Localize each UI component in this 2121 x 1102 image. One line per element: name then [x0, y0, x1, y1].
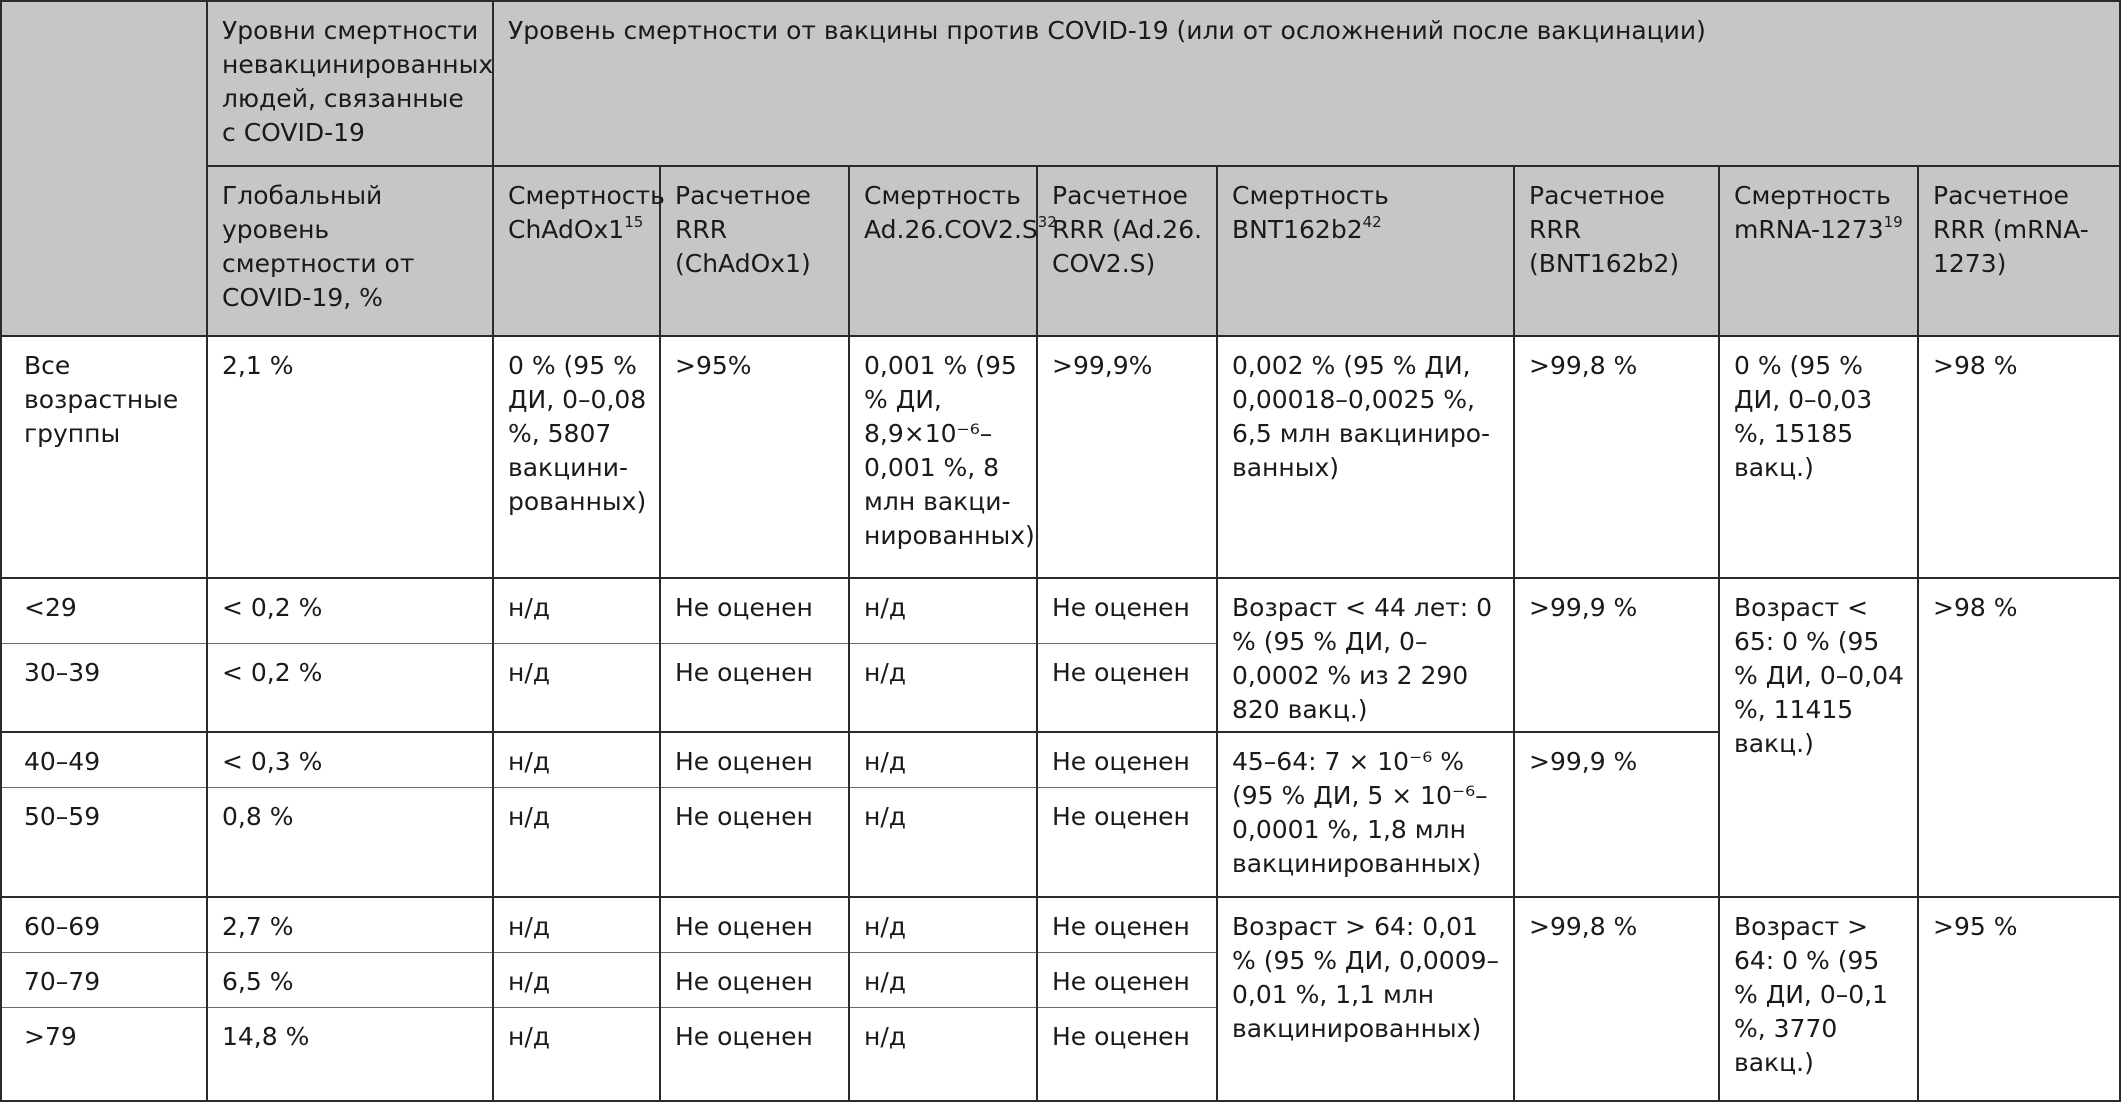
- header-row-2: [1, 166, 2120, 336]
- mrna-rrr-cell: >98 %: [1918, 336, 2120, 578]
- chadox1-rrr-cell: Не оценен: [660, 952, 849, 1007]
- chadox1-mortality-cell: н/д: [493, 1007, 660, 1101]
- global-mortality-cell: 2,1 %: [207, 336, 493, 578]
- header-mrna-rrr: Расчетное RRR (mRNA-1273): [1918, 166, 2120, 336]
- chadox1-mortality-cell: н/д: [493, 578, 660, 643]
- mrna-rrr-merged-cell: >98 %: [1918, 578, 2120, 897]
- header-chadox1-rrr: Расчетное RRR (ChAdOx1): [660, 166, 849, 336]
- age-cell: Все возрастные группы: [1, 336, 207, 578]
- footnote-ref-19: 19: [1883, 213, 1903, 231]
- header-ad26-rrr: Расчетное RRR (Ad.26. COV2.S): [1037, 166, 1217, 336]
- footnote-ref-32: 32: [1037, 213, 1057, 231]
- bnt-mortality-merged-cell: Возраст < 44 лет: 0 % (95 % ДИ, 0–0,0002 % из 2 290 820 вакц.): [1217, 578, 1514, 732]
- ad26-mortality-cell: н/д: [849, 897, 1037, 952]
- age-cell: <29: [1, 578, 207, 643]
- chadox1-rrr-cell: Не оценен: [660, 1007, 849, 1101]
- header-vaccine-group: Уровень смертности от вакцины против COVID-19 (или от осложнений после вакцинации): [493, 1, 2120, 166]
- bnt-rrr-merged-cell: >99,9 %: [1514, 732, 1719, 897]
- header-bnt-mortality-text: Смертность BNT162b2: [1232, 181, 1389, 244]
- bnt-mortality-merged-cell: Возраст > 64: 0,01 % (95 % ДИ, 0,0009– 0,01 %, 1,1 млн вакцинированных): [1217, 897, 1514, 1101]
- global-mortality-cell: < 0,3 %: [207, 732, 493, 787]
- age-cell: 40–49: [1, 732, 207, 787]
- header-bnt-rrr: Расчетное RRR (BNT162b2): [1514, 166, 1719, 336]
- ad26-rrr-cell: Не оценен: [1037, 952, 1217, 1007]
- table-row-all-ages: [1, 336, 2120, 578]
- chadox1-rrr-cell: >95%: [660, 336, 849, 578]
- bnt-mortality-merged-cell: 45–64: 7 × 10⁻⁶ % (95 % ДИ, 5 × 10⁻⁶– 0,0001 %, 1,8 млн вакцинированных): [1217, 732, 1514, 897]
- ad26-rrr-cell: Не оценен: [1037, 897, 1217, 952]
- ad26-rrr-cell: Не оценен: [1037, 1007, 1217, 1101]
- chadox1-mortality-cell: 0 % (95 % ДИ, 0–0,08 %, 5807 вакцини- рованных): [493, 336, 660, 578]
- header-empty-cell: [1, 1, 207, 336]
- ad26-mortality-cell: н/д: [849, 643, 1037, 732]
- mrna-mortality-merged-cell: Возраст < 65: 0 % (95 % ДИ, 0–0,04 %, 11415 вакц.): [1719, 578, 1918, 897]
- chadox1-rrr-cell: Не оценен: [660, 897, 849, 952]
- bnt-rrr-merged-cell: >99,9 %: [1514, 578, 1719, 732]
- header-unvaccinated-group: Уровни смертности невакцинированных людей, связанные с COVID-19: [207, 1, 493, 166]
- chadox1-rrr-cell: Не оценен: [660, 643, 849, 732]
- chadox1-rrr-cell: Не оценен: [660, 732, 849, 787]
- ad26-rrr-cell: >99,9%: [1037, 336, 1217, 578]
- chadox1-rrr-cell: Не оценен: [660, 787, 849, 897]
- global-mortality-cell: 14,8 %: [207, 1007, 493, 1101]
- chadox1-mortality-cell: н/д: [493, 732, 660, 787]
- ad26-mortality-cell: н/д: [849, 952, 1037, 1007]
- header-bnt-mortality: [1217, 166, 1514, 336]
- age-cell: >79: [1, 1007, 207, 1101]
- table-row-60-69: [1, 897, 2120, 952]
- chadox1-rrr-cell: Не оценен: [660, 578, 849, 643]
- age-cell: 70–79: [1, 952, 207, 1007]
- header-ad26-mortality: [849, 166, 1057, 336]
- chadox1-mortality-cell: н/д: [493, 897, 660, 952]
- ad26-rrr-cell: Не оценен: [1037, 787, 1217, 897]
- header-row-1: [1, 1, 2120, 166]
- age-cell: 30–39: [1, 643, 207, 732]
- global-mortality-cell: < 0,2 %: [207, 578, 493, 643]
- chadox1-mortality-cell: н/д: [493, 643, 660, 732]
- ad26-mortality-cell: 0,001 % (95 % ДИ, 8,9×10⁻⁶– 0,001 %, 8 млн вакци- нированных): [849, 336, 1037, 578]
- age-cell: 60–69: [1, 897, 207, 952]
- global-mortality-cell: 0,8 %: [207, 787, 493, 897]
- footnote-ref-42: 42: [1362, 213, 1382, 231]
- chadox1-mortality-cell: н/д: [493, 787, 660, 897]
- mrna-mortality-cell: 0 % (95 % ДИ, 0–0,03 %, 15185 вакц.): [1719, 336, 1918, 578]
- header-chadox1-mortality: [493, 166, 665, 336]
- header-mrna-mortality: [1719, 166, 1918, 336]
- ad26-rrr-cell: Не оценен: [1037, 732, 1217, 787]
- header-chadox1-mortality-text: Смертность ChAdOx1: [508, 181, 665, 244]
- footnote-ref-15: 15: [624, 213, 644, 231]
- ad26-rrr-cell: Не оценен: [1037, 643, 1217, 732]
- header-global-mortality: Глобальный уровень смертности от COVID-19, %: [207, 166, 493, 336]
- bnt-rrr-cell: >99,8 %: [1514, 336, 1719, 578]
- global-mortality-cell: 6,5 %: [207, 952, 493, 1007]
- ad26-mortality-cell: н/д: [849, 578, 1037, 643]
- age-cell: 50–59: [1, 787, 207, 897]
- bnt-mortality-cell: 0,002 % (95 % ДИ, 0,00018–0,0025 %, 6,5 млн вакциниро- ванных): [1217, 336, 1514, 578]
- mrna-mortality-merged-cell: Возраст > 64: 0 % (95 % ДИ, 0–0,1 %, 3770 вакц.): [1719, 897, 1918, 1101]
- ad26-mortality-cell: н/д: [849, 1007, 1037, 1101]
- header-mrna-mortality-text: Смертность mRNA-1273: [1734, 181, 1891, 244]
- ad26-mortality-cell: н/д: [849, 732, 1037, 787]
- global-mortality-cell: < 0,2 %: [207, 643, 493, 732]
- table-row-lt29: [1, 578, 2120, 643]
- ad26-mortality-cell: н/д: [849, 787, 1037, 897]
- chadox1-mortality-cell: н/д: [493, 952, 660, 1007]
- ad26-rrr-cell: Не оценен: [1037, 578, 1217, 643]
- header-ad26-mortality-text: Смертность Ad.26.COV2.S: [864, 181, 1038, 244]
- mrna-rrr-merged-cell: >95 %: [1918, 897, 2120, 1101]
- bnt-rrr-merged-cell: >99,8 %: [1514, 897, 1719, 1101]
- global-mortality-cell: 2,7 %: [207, 897, 493, 952]
